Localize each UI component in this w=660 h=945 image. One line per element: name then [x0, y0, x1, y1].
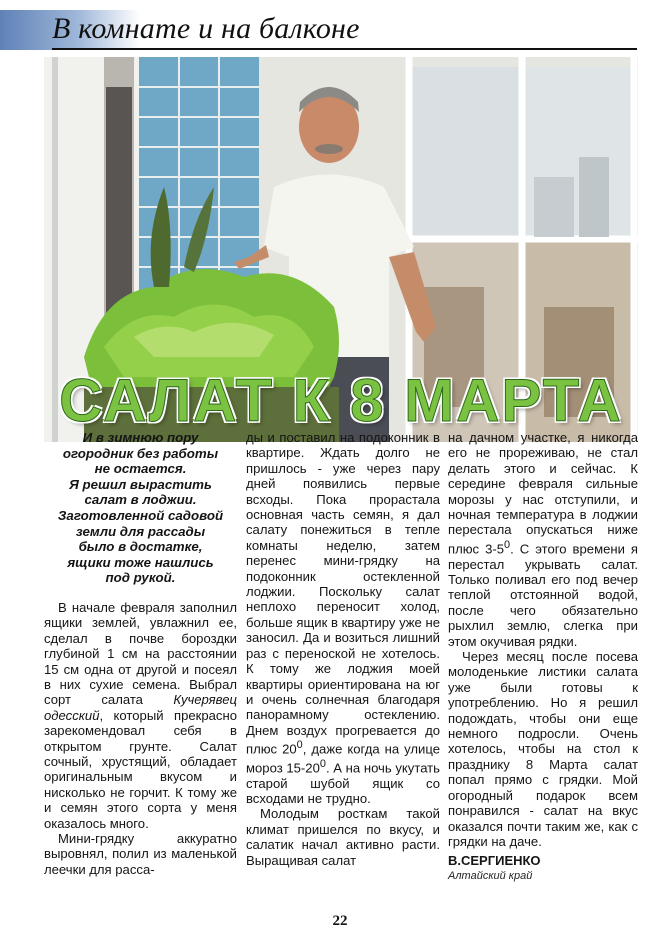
lead-line: И в зимнюю пору — [82, 430, 199, 445]
section-header — [0, 0, 660, 52]
text-column-1 — [44, 430, 237, 877]
text-run: , даже когда на улице мороз 15-20 — [246, 741, 440, 776]
text-run: В начале февраля заполнил ящики землей, увлажнил ее, сделал в почве бороздки глубиной 1 см на расстоянии 15 см одна от другой и посеял в них сухие семена. Выбрал сорт салата — [44, 599, 237, 708]
text-column-2 — [246, 430, 440, 868]
text-run: на дачном участке, я никогда его не прореживаю, не стал делать этого и сейчас. К середине февраля сильные морозы у нас отступили, и ночная температура в лоджии перестала опускаться ниже плюс 3-5 — [448, 430, 638, 557]
lead-line: Я решил вырастить — [69, 476, 212, 492]
lead-line: салат в лоджии. — [84, 492, 197, 508]
lead-line: земли для рассады — [75, 523, 206, 539]
header-rule — [52, 48, 637, 50]
text-run: . А на ночь укутать старой шубой ящик со всходами не трудно. — [246, 760, 441, 807]
author-region: Алтайский край — [448, 869, 533, 882]
text-run: , который прекрасно зарекомендовал себя в открытом грунте. Салат сочный, хрустящий, обладает оригинальным вкусом и нисколько не горчит. К тому же и семян этого сорта у меня оказалось много. — [44, 707, 237, 831]
lead-line: огородник без работы — [62, 445, 219, 461]
variety-name: Кучерявец одесский — [44, 692, 237, 723]
lead-line: не остается. — [94, 461, 187, 477]
degree-mark: 0 — [319, 757, 326, 770]
author-signature — [448, 853, 638, 884]
text-run: ды и поставил на подоконник в квартире. Ждать долго не пришлось - уже через пару дней появились первые всходы. Пока прорастала основная часть семян, я дал салату понежиться в тепле комнаты неделю, затем перенес мини-грядку на подоконник остекленной лоджии. Поскольку салат неплохо переносит холод, больше ящик в квартиру уже не заносил. Да и возиться лишний раз с переноской не хотелось. К тому же лоджия моей квартиры ориентирована на юг и очень солнечная благодаря панорамному остеклению. Днем воздух прогревается до плюс 20 — [246, 430, 440, 757]
lead-line: Заготовленной садовой — [57, 507, 224, 523]
lead-paragraph — [44, 430, 237, 586]
body-paragraph: Через месяц после посева молоденькие листики салата уже были готовы к употреблению. Но я решил подождать, чтобы они еще немного подросли. Очень хотелось, чтобы на стол к празднику 8 Марта салат попал прямо с грядки. Мой огородный подарок всем понравился - салат на вкус оказался почти таким же, как с грядки на даче. — [448, 649, 638, 849]
page-number: 22 — [332, 913, 348, 929]
author-name: В.СЕРГИЕНКО — [448, 853, 541, 869]
section-title: В комнате и на балконе — [52, 12, 360, 45]
body-paragraph: Мини-грядку аккуратно выровнял, полил из маленькой леечки для расса- — [44, 831, 237, 877]
lead-line: ящики тоже нашлись — [67, 554, 214, 570]
degree-mark: 0 — [504, 538, 511, 551]
text-run: . С этого времени я перестал укрывать салат. Только поливал его под вечер теплой отстоянной водой, после чего обязательно рыхлил землю, слегка при этом окучивая рядки. — [448, 541, 638, 649]
lead-line: под рукой. — [105, 570, 176, 586]
body-paragraph — [44, 600, 237, 831]
degree-mark: 0 — [296, 739, 303, 752]
text-column-3 — [448, 430, 638, 884]
lead-line: было в достатке, — [78, 539, 203, 555]
body-paragraph — [246, 430, 440, 806]
body-paragraph — [448, 430, 638, 649]
body-paragraph: Молодым росткам такой климат пришелся по вкусу, и салатик начал активно расти. Выращивая салат — [246, 806, 440, 868]
article-headline: САЛАТ К 8 МАРТА — [59, 367, 623, 434]
